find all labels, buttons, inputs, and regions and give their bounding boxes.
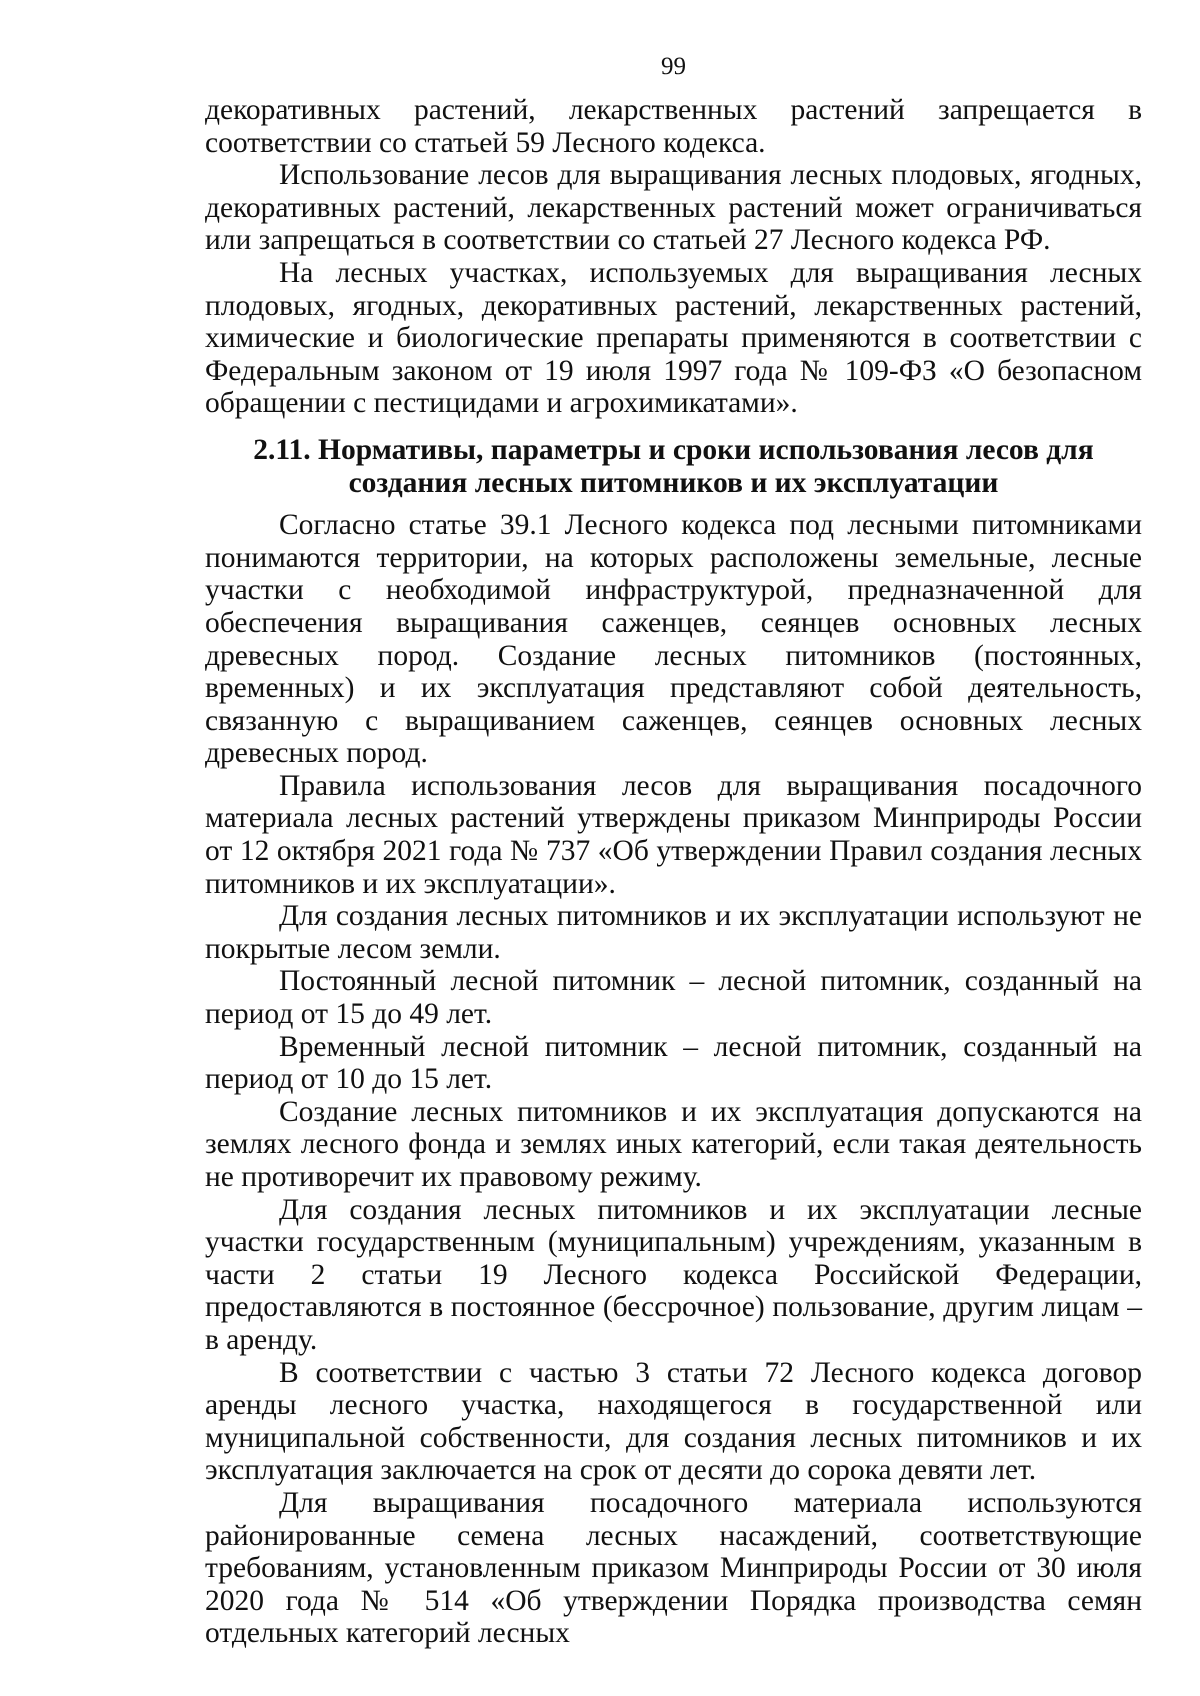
paragraph: Согласно статье 39.1 Лесного кодекса под лесными питомниками понимаются территории, на которых расположены земельные, лесные участки с необходимой инфраструктурой, предназначенной для обеспечения выращивания саженцев, сеянцев основных лесных древесных пород. Создание лесных питомников (постоянных, временных) и их эксплуатация представляют собой деятельность, связанную с выращиванием саженцев, сеянцев основных лесных древесных пород. xyxy=(205,509,1142,770)
paragraph: Правила использования лесов для выращивания посадочного материала лесных растений утверждены приказом Минприроды России от 12 октября 2021 года № 737 «Об утверждении Правил создания лесных питомников и их эксплуатации». xyxy=(205,769,1142,900)
body-text-section xyxy=(205,509,1142,1650)
paragraph-continuation: декоративных растений, лекарственных растений запрещается в соответствии со статьей 59 Лесного кодекса. xyxy=(205,94,1142,159)
paragraph: Постоянный лесной питомник – лесной питомник, созданный на период от 15 до 49 лет. xyxy=(205,965,1142,1031)
paragraph: В соответствии с частью 3 статьи 72 Лесного кодекса договор аренды лесного участка, находящегося в государственной или муниципальной собственности, для создания лесных питомников и их эксплуатация заключается на срок от десяти до сорока девяти лет. xyxy=(205,1356,1142,1487)
paragraph: Для создания лесных питомников и их эксплуатации лесные участки государственным (муниципальным) учреждениям, указанным в части 2 статьи 19 Лесного кодекса Российской Федерации, предоставляются в постоянное (бессрочное) пользование, другим лицам – в аренду. xyxy=(205,1193,1142,1356)
paragraph: Для создания лесных питомников и их эксплуатации используют не покрытые лесом земли. xyxy=(205,900,1142,965)
section-heading: 2.11. Нормативы, параметры и сроки использования лесов для создания лесных питомников и их эксплуатации xyxy=(253,433,1094,499)
body-text-top xyxy=(205,94,1142,420)
paragraph: На лесных участках, используемых для выращивания лесных плодовых, ягодных, декоративных растений, лекарственных растений, химические и биологические препараты применяются в соответствии с Федеральным законом от 19 июля 1997 года № 109-ФЗ «О безопасном обращении с пестицидами и агрохимикатами». xyxy=(205,256,1142,420)
paragraph: Создание лесных питомников и их эксплуатация допускаются на землях лесного фонда и землях иных категорий, если такая деятельность не противоречит их правовому режиму. xyxy=(205,1095,1142,1193)
paragraph: Использование лесов для выращивания лесных плодовых, ягодных, декоративных растений, лекарственных растений может ограничиваться или запрещаться в соответствии со статьей 27 Лесного кодекса РФ. xyxy=(205,159,1142,257)
page-number: 99 xyxy=(661,53,686,80)
paragraph: Временный лесной питомник – лесной питомник, созданный на период от 10 до 15 лет. xyxy=(205,1030,1142,1096)
paragraph: Для выращивания посадочного материала используются районированные семена лесных насаждений, соответствующие требованиям, установленным приказом Минприроды России от 30 июля 2020 года № 514 «Об утверждении Порядка производства семян отдельных категорий лесных xyxy=(205,1486,1142,1650)
